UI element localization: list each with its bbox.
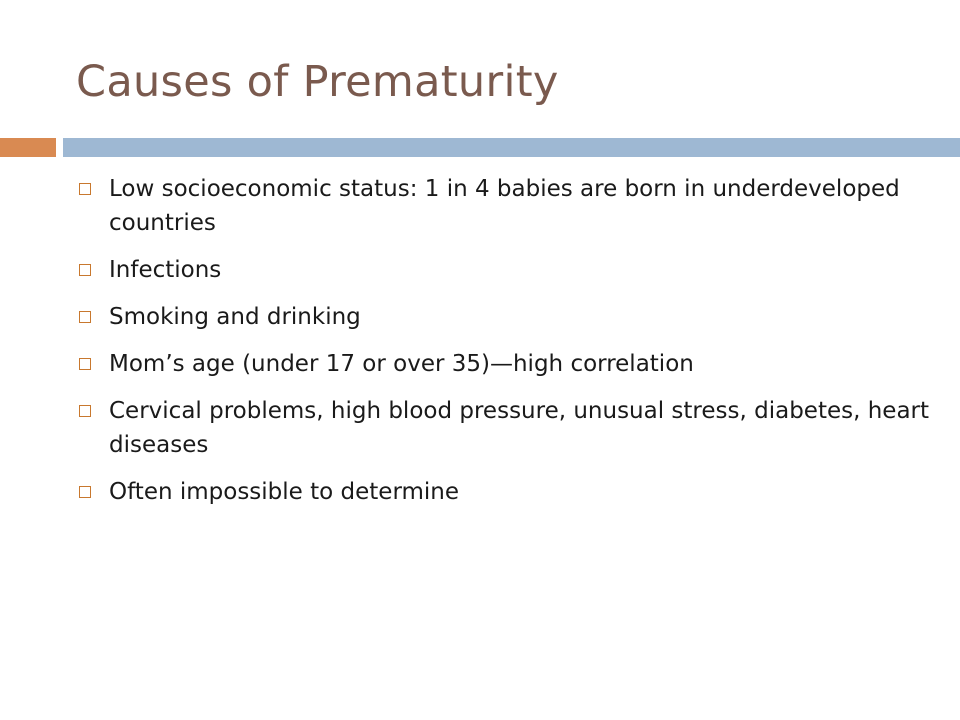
bullet-text: Often impossible to determine	[109, 479, 460, 505]
square-bullet-icon	[79, 405, 91, 417]
square-bullet-icon	[79, 358, 91, 370]
bullet-text: Cervical problems, high blood pressure, unusual stress, diabetes, heart diseases	[109, 398, 930, 458]
title-accent-bar-blue	[63, 138, 960, 157]
title-accent-bar-orange	[0, 138, 56, 157]
bullet-item-moms-age	[76, 347, 936, 381]
bullet-text: Infections	[109, 257, 222, 283]
bullet-item-health-problems	[76, 394, 936, 462]
bullet-item-socioeconomic	[76, 172, 936, 240]
square-bullet-icon	[79, 264, 91, 276]
square-bullet-icon	[79, 183, 91, 195]
bullet-list	[76, 172, 936, 509]
bullet-text: Smoking and drinking	[109, 304, 361, 330]
bullet-item-undetermined	[76, 475, 936, 509]
slide-title: Causes of Prematurity	[76, 57, 559, 107]
square-bullet-icon	[79, 486, 91, 498]
bullet-text: Low socioeconomic status: 1 in 4 babies are born in underdeveloped countries	[109, 176, 900, 236]
bullet-item-infections	[76, 253, 936, 287]
bullet-item-smoking-drinking	[76, 300, 936, 334]
square-bullet-icon	[79, 311, 91, 323]
bullet-text: Mom’s age (under 17 or over 35)—high correlation	[109, 351, 694, 377]
